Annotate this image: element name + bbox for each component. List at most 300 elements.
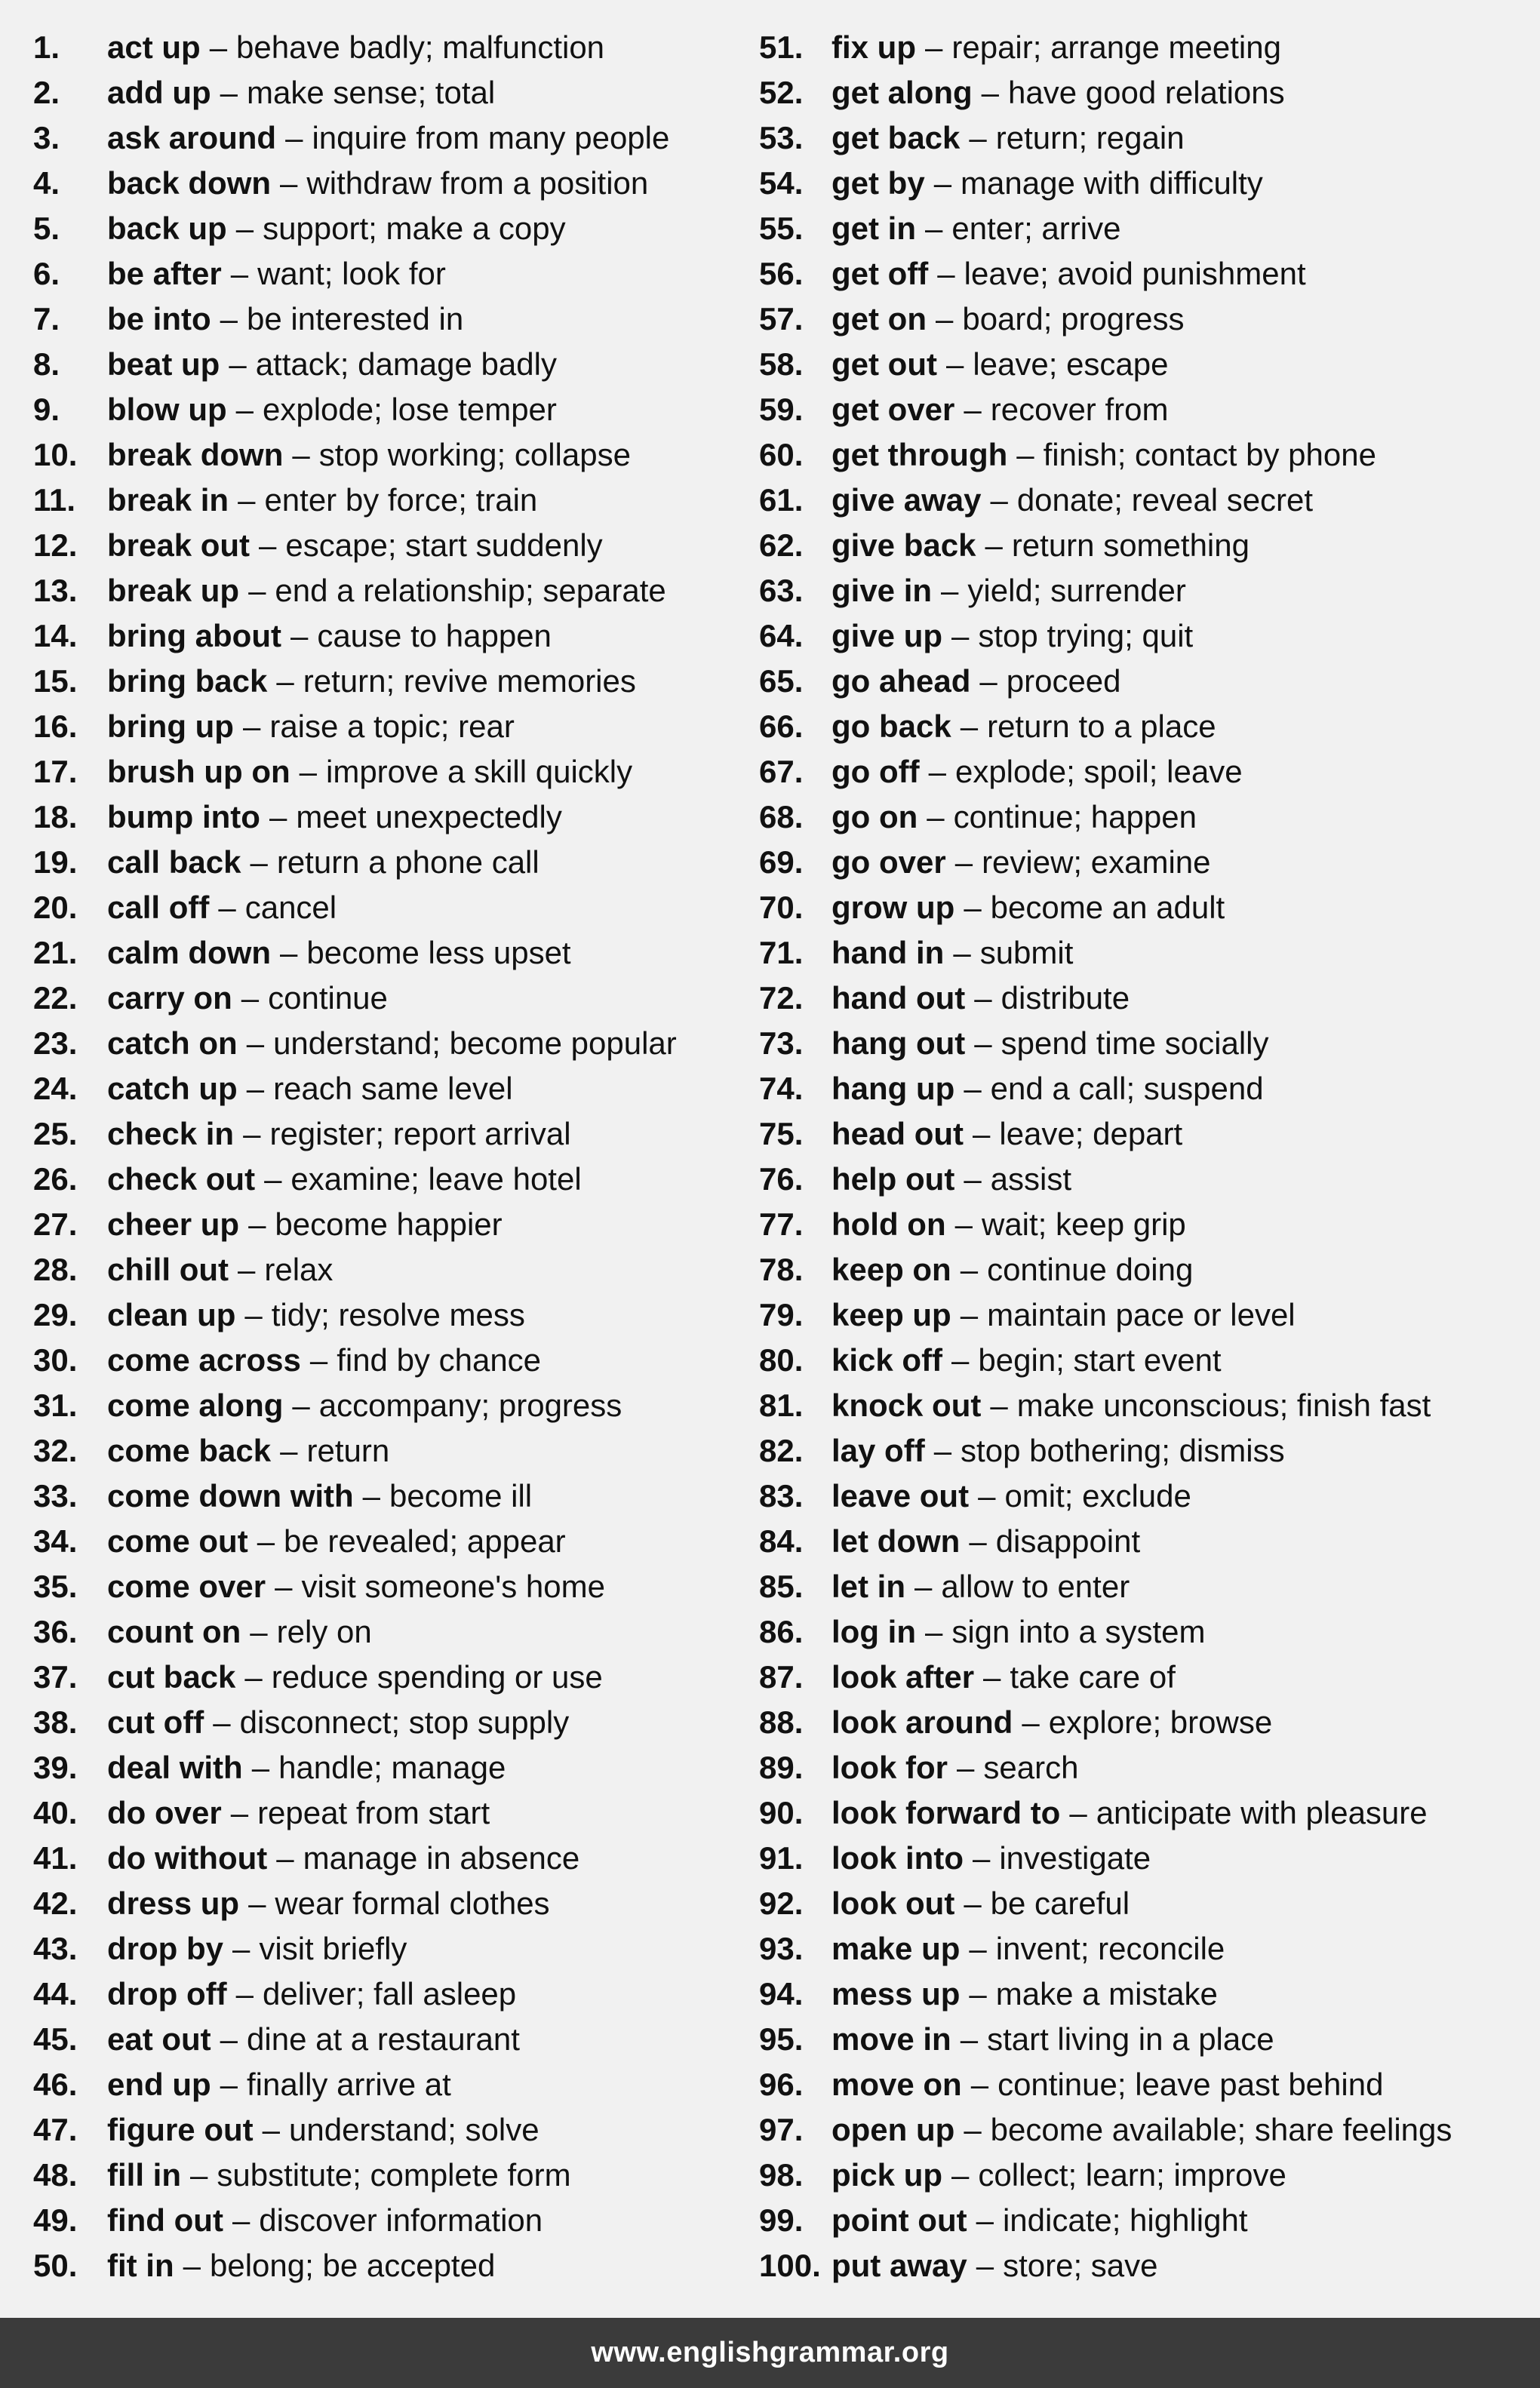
item-number: 69. [759, 844, 804, 880]
list-item [759, 115, 1506, 161]
dash-separator: – [925, 211, 943, 246]
dash-separator: – [954, 844, 973, 880]
dash-separator: – [220, 2021, 238, 2057]
dash-separator: – [290, 618, 309, 653]
phrasal-verb: brush up on [107, 754, 290, 789]
item-number: 79. [759, 1297, 804, 1332]
dash-separator: – [280, 935, 298, 970]
dash-separator: – [969, 1523, 987, 1559]
dash-separator: – [230, 256, 249, 291]
dash-separator: – [954, 1206, 973, 1242]
dash-separator: – [976, 2202, 994, 2238]
verb-meaning: accompany; progress [318, 1388, 622, 1423]
list-item [33, 613, 780, 659]
item-number: 93. [759, 1931, 804, 1966]
phrasal-verb: ask around [107, 120, 277, 155]
dash-separator: – [983, 1659, 1001, 1695]
phrasal-verb: look after [831, 1659, 975, 1695]
dash-separator: – [990, 482, 1008, 518]
dash-separator: – [190, 2157, 208, 2193]
list-item [759, 659, 1506, 704]
phrasal-verb: let in [831, 1569, 906, 1604]
list-item [759, 794, 1506, 840]
list-item [759, 1609, 1506, 1655]
dash-separator: – [264, 1161, 282, 1197]
item-number: 48. [33, 2157, 78, 2193]
dash-separator: – [976, 2248, 994, 2283]
verb-meaning: improve a skill quickly [326, 754, 633, 789]
dash-separator: – [269, 799, 287, 834]
dash-separator: – [299, 754, 317, 789]
list-item [759, 1066, 1506, 1111]
dash-separator: – [945, 346, 964, 382]
verb-meaning: return; regain [995, 120, 1185, 155]
verb-meaning: behave badly; malfunction [236, 29, 605, 65]
phrasal-verb: break in [107, 482, 229, 518]
item-number: 63. [759, 573, 804, 608]
phrasal-verb: catch up [107, 1071, 238, 1106]
item-number: 45. [33, 2021, 78, 2057]
list-item [33, 1745, 780, 1790]
dash-separator: – [964, 1886, 982, 1921]
dash-separator: – [928, 754, 946, 789]
item-number: 78. [759, 1252, 804, 1287]
phrasal-verb: get over [831, 392, 955, 427]
verb-meaning: be revealed; appear [284, 1523, 566, 1559]
verb-meaning: indicate; highlight [1002, 2202, 1248, 2238]
dash-separator: – [978, 1478, 996, 1514]
item-number: 25. [33, 1116, 78, 1151]
phrasal-verb: give away [831, 482, 982, 518]
list-item [33, 1428, 780, 1474]
list-item [759, 2153, 1506, 2198]
phrasal-verb: bump into [107, 799, 260, 834]
dash-separator: – [230, 1795, 249, 1830]
item-number: 61. [759, 482, 804, 518]
list-item [759, 432, 1506, 478]
phrasal-verb: move in [831, 2021, 951, 2057]
dash-separator: – [248, 573, 266, 608]
verb-meaning: finally arrive at [247, 2067, 451, 2102]
list-item [759, 1564, 1506, 1609]
item-number: 24. [33, 1071, 78, 1106]
list-item [759, 206, 1506, 251]
list-item [33, 1972, 780, 2017]
list-item [33, 1519, 780, 1564]
item-number: 49. [33, 2202, 78, 2238]
dash-separator: – [232, 2202, 251, 2238]
phrasal-verb: go back [831, 708, 951, 744]
item-number: 71. [759, 935, 804, 970]
verb-meaning: stop working; collapse [318, 437, 631, 472]
item-number: 32. [33, 1433, 78, 1468]
list-item [33, 1700, 780, 1745]
dash-separator: – [974, 980, 992, 1016]
item-number: 14. [33, 618, 78, 653]
item-number: 27. [33, 1206, 78, 1242]
list-item [33, 251, 780, 297]
verb-meaning: repair; arrange meeting [951, 29, 1281, 65]
dash-separator: – [251, 1750, 270, 1785]
list-item [759, 342, 1506, 387]
dash-separator: – [309, 1342, 328, 1378]
dash-separator: – [969, 1931, 987, 1966]
verb-meaning: board; progress [962, 301, 1185, 337]
item-number: 97. [759, 2112, 804, 2147]
item-number: 99. [759, 2202, 804, 2238]
phrasal-verb: go over [831, 844, 946, 880]
item-number: 40. [33, 1795, 78, 1830]
list-item [33, 885, 780, 930]
item-number: 29. [33, 1297, 78, 1332]
phrasal-verb: keep on [831, 1252, 951, 1287]
item-number: 95. [759, 2021, 804, 2057]
list-item [33, 659, 780, 704]
phrasal-verb: get on [831, 301, 927, 337]
verb-meaning: make sense; total [247, 75, 496, 110]
list-item [759, 1700, 1506, 1745]
list-item [33, 1383, 780, 1428]
item-number: 90. [759, 1795, 804, 1830]
item-number: 15. [33, 663, 78, 699]
phrasal-verb: count on [107, 1614, 241, 1649]
phrasal-verb: do over [107, 1795, 222, 1830]
phrasal-verb: move on [831, 2067, 962, 2102]
verb-meaning: investigate [999, 1840, 1151, 1876]
verb-meaning: end a call; suspend [990, 1071, 1264, 1106]
item-number: 67. [759, 754, 804, 789]
dash-separator: – [241, 980, 260, 1016]
verb-meaning: substitute; complete form [217, 2157, 571, 2193]
dash-separator: – [973, 1116, 991, 1151]
dash-separator: – [969, 1976, 987, 2012]
verb-meaning: relax [264, 1252, 334, 1287]
item-number: 9. [33, 392, 60, 427]
verb-meaning: become an adult [990, 890, 1225, 925]
phrasal-verb: check out [107, 1161, 256, 1197]
list-item [33, 1564, 780, 1609]
phrasal-verb: hand out [831, 980, 966, 1016]
list-item [759, 1021, 1506, 1066]
item-number: 16. [33, 708, 78, 744]
phrasal-verb: back up [107, 211, 227, 246]
verb-meaning: stop trying; quit [978, 618, 1194, 653]
phrasal-verb: act up [107, 29, 201, 65]
list-item [33, 2198, 780, 2243]
phrasal-verb: help out [831, 1161, 955, 1197]
dash-separator: – [927, 799, 945, 834]
verb-meaning: be careful [990, 1886, 1130, 1921]
dash-separator: – [220, 2067, 238, 2102]
verb-meaning: explore; browse [1048, 1704, 1273, 1740]
verb-meaning: belong; be accepted [210, 2248, 496, 2283]
item-number: 13. [33, 573, 78, 608]
verb-meaning: deliver; fall asleep [262, 1976, 517, 2012]
item-number: 75. [759, 1116, 804, 1151]
verb-meaning: return to a place [987, 708, 1216, 744]
verb-meaning: reduce spending or use [271, 1659, 603, 1695]
verb-meaning: enter by force; train [264, 482, 538, 518]
verb-meaning: support; make a copy [263, 211, 566, 246]
phrasal-verb: look around [831, 1704, 1013, 1740]
verb-meaning: meet unexpectedly [296, 799, 562, 834]
phrasal-verb: drop off [107, 1976, 227, 2012]
list-item [759, 1790, 1506, 1836]
phrasal-verb: clean up [107, 1297, 236, 1332]
item-number: 66. [759, 708, 804, 744]
list-item [759, 1157, 1506, 1202]
phrasal-verb: catch on [107, 1025, 238, 1061]
item-number: 59. [759, 392, 804, 427]
phrasal-verb: calm down [107, 935, 272, 970]
phrasal-verb: eat out [107, 2021, 211, 2057]
verb-meaning: have good relations [1008, 75, 1285, 110]
list-item [33, 2107, 780, 2153]
item-number: 20. [33, 890, 78, 925]
dash-separator: – [280, 1433, 298, 1468]
item-number: 100. [759, 2248, 821, 2283]
list-item [33, 568, 780, 613]
list-item [33, 1881, 780, 1926]
list-item [33, 1202, 780, 1247]
item-number: 47. [33, 2112, 78, 2147]
verb-meaning: assist [990, 1161, 1072, 1197]
item-number: 18. [33, 799, 78, 834]
list-item [759, 1292, 1506, 1338]
verb-meaning: stop bothering; dismiss [961, 1433, 1285, 1468]
dash-separator: – [990, 1388, 1008, 1423]
phrasal-verb: deal with [107, 1750, 243, 1785]
verb-meaning: tidy; resolve mess [271, 1297, 525, 1332]
item-number: 60. [759, 437, 804, 472]
item-number: 36. [33, 1614, 78, 1649]
phrasal-verb: keep up [831, 1297, 951, 1332]
phrasal-verb: mess up [831, 1976, 961, 2012]
verb-meaning: become ill [389, 1478, 533, 1514]
list-item [759, 568, 1506, 613]
phrasal-verb: look out [831, 1886, 955, 1921]
item-number: 35. [33, 1569, 78, 1604]
list-item [759, 749, 1506, 794]
dash-separator: – [964, 392, 982, 427]
verb-meaning: recover from [990, 392, 1169, 427]
item-number: 4. [33, 165, 60, 201]
dash-separator: – [292, 1388, 310, 1423]
phrasal-verb: chill out [107, 1252, 229, 1287]
dash-separator: – [969, 120, 987, 155]
item-number: 64. [759, 618, 804, 653]
item-number: 38. [33, 1704, 78, 1740]
list-item [33, 478, 780, 523]
item-number: 88. [759, 1704, 804, 1740]
item-number: 57. [759, 301, 804, 337]
verb-meaning: spend time socially [1001, 1025, 1269, 1061]
item-number: 23. [33, 1025, 78, 1061]
phrasal-verb: come over [107, 1569, 266, 1604]
dash-separator: – [209, 29, 228, 65]
item-number: 31. [33, 1388, 78, 1423]
verb-meaning: omit; exclude [1004, 1478, 1191, 1514]
dash-separator: – [244, 1297, 263, 1332]
phrasal-verb: open up [831, 2112, 955, 2147]
phrasal-verb: grow up [831, 890, 955, 925]
phrasal-verb: get in [831, 211, 916, 246]
dash-separator: – [244, 1659, 263, 1695]
phrasal-verb: hold on [831, 1206, 946, 1242]
phrasal-verb: drop by [107, 1931, 223, 1966]
list-item [759, 2198, 1506, 2243]
list-item [33, 1836, 780, 1881]
phrasal-verb: look for [831, 1750, 948, 1785]
item-number: 11. [33, 482, 76, 518]
verb-meaning: become available; share feelings [990, 2112, 1452, 2147]
phrasal-verb: knock out [831, 1388, 982, 1423]
verb-meaning: store; save [1003, 2248, 1158, 2283]
item-number: 33. [33, 1478, 78, 1514]
phrasal-verb: go off [831, 754, 920, 789]
verb-meaning: maintain pace or level [987, 1297, 1296, 1332]
verb-meaning: collect; learn; improve [978, 2157, 1286, 2193]
dash-separator: – [960, 2021, 979, 2057]
dash-separator: – [951, 618, 970, 653]
phrasal-verb: break out [107, 527, 251, 563]
item-number: 98. [759, 2157, 804, 2193]
list-item [759, 885, 1506, 930]
verb-meaning: take care of [1010, 1659, 1176, 1695]
phrasal-verb: lay off [831, 1433, 925, 1468]
verb-meaning: become happier [275, 1206, 503, 1242]
list-item [759, 976, 1506, 1021]
phrasal-verb: give in [831, 573, 933, 608]
dash-separator: – [183, 2248, 201, 2283]
phrasal-verb: get by [831, 165, 925, 201]
phrasal-verb: be after [107, 256, 222, 291]
item-number: 6. [33, 256, 60, 291]
list-item [33, 1021, 780, 1066]
item-number: 26. [33, 1161, 78, 1197]
list-item [759, 1383, 1506, 1428]
phrasal-verb: call back [107, 844, 241, 880]
list-item [33, 115, 780, 161]
list-item [759, 1926, 1506, 1972]
list-item [33, 1157, 780, 1202]
phrasal-verb: come across [107, 1342, 301, 1378]
dash-separator: – [238, 1252, 256, 1287]
dash-separator: – [220, 75, 238, 110]
dash-separator: – [242, 708, 261, 744]
dash-separator: – [972, 1840, 991, 1876]
right-column [759, 25, 1506, 2288]
list-item [759, 251, 1506, 297]
phrasal-verb: bring up [107, 708, 234, 744]
dash-separator: – [250, 844, 268, 880]
dash-separator: – [960, 708, 979, 744]
phrasal-verb: come down with [107, 1478, 354, 1514]
dash-separator: – [292, 437, 310, 472]
phrasal-verb: be into [107, 301, 211, 337]
verb-meaning: submit [979, 935, 1074, 970]
phrasal-verb: back down [107, 165, 272, 201]
verb-meaning: invent; reconcile [995, 1931, 1225, 1966]
item-number: 65. [759, 663, 804, 699]
dash-separator: – [235, 211, 254, 246]
dash-separator: – [220, 301, 238, 337]
list-item [759, 613, 1506, 659]
verb-meaning: return a phone call [276, 844, 539, 880]
verb-meaning: continue [268, 980, 388, 1016]
list-item [33, 2243, 780, 2288]
dash-separator: – [933, 165, 952, 201]
list-item [33, 1609, 780, 1655]
phrasal-verb: pick up [831, 2157, 943, 2193]
item-number: 94. [759, 1976, 804, 2012]
phrasal-verb: blow up [107, 392, 227, 427]
dash-separator: – [957, 1750, 975, 1785]
phrasal-verb: give back [831, 527, 976, 563]
item-number: 81. [759, 1388, 804, 1423]
verb-meaning: visit someone's home [301, 1569, 605, 1604]
list-item [759, 840, 1506, 885]
item-number: 39. [33, 1750, 78, 1785]
dash-separator: – [964, 2112, 982, 2147]
list-item [33, 70, 780, 115]
item-number: 34. [33, 1523, 78, 1559]
phrasal-verb: head out [831, 1116, 964, 1151]
item-number: 76. [759, 1161, 804, 1197]
item-number: 51. [759, 29, 804, 65]
list-item [759, 1338, 1506, 1383]
website-link[interactable]: www.englishgrammar.org [591, 2337, 949, 2368]
list-item [759, 1836, 1506, 1881]
verb-meaning: disconnect; stop supply [239, 1704, 570, 1740]
item-number: 68. [759, 799, 804, 834]
item-number: 43. [33, 1931, 78, 1966]
phrasal-verb: get back [831, 120, 961, 155]
item-number: 84. [759, 1523, 804, 1559]
phrasal-verb: break down [107, 437, 284, 472]
list-item [33, 25, 780, 70]
list-item [759, 930, 1506, 976]
verb-meaning: withdraw from a position [306, 165, 649, 201]
verb-meaning: handle; manage [278, 1750, 506, 1785]
item-number: 8. [33, 346, 60, 382]
verb-meaning: cancel [244, 890, 337, 925]
phrasal-verb: give up [831, 618, 943, 653]
dash-separator: – [259, 527, 277, 563]
list-item [759, 1247, 1506, 1292]
list-item [33, 976, 780, 1021]
phrasal-verb: make up [831, 1931, 961, 1966]
dash-separator: – [213, 1704, 231, 1740]
phrasal-verb: get out [831, 346, 937, 382]
item-number: 55. [759, 211, 804, 246]
verb-meaning: sign into a system [951, 1614, 1206, 1649]
item-number: 5. [33, 211, 60, 246]
phrasal-verb: leave out [831, 1478, 970, 1514]
list-item [759, 1655, 1506, 1700]
dash-separator: – [951, 1342, 970, 1378]
verb-meaning: manage with difficulty [961, 165, 1263, 201]
verb-meaning: return; revive memories [303, 663, 636, 699]
list-item [759, 25, 1506, 70]
dash-separator: – [960, 1252, 979, 1287]
verb-meaning: leave; escape [973, 346, 1169, 382]
list-item [33, 1655, 780, 1700]
item-number: 82. [759, 1433, 804, 1468]
left-column [33, 25, 780, 2288]
verb-meaning: examine; leave hotel [290, 1161, 582, 1197]
list-item [759, 70, 1506, 115]
